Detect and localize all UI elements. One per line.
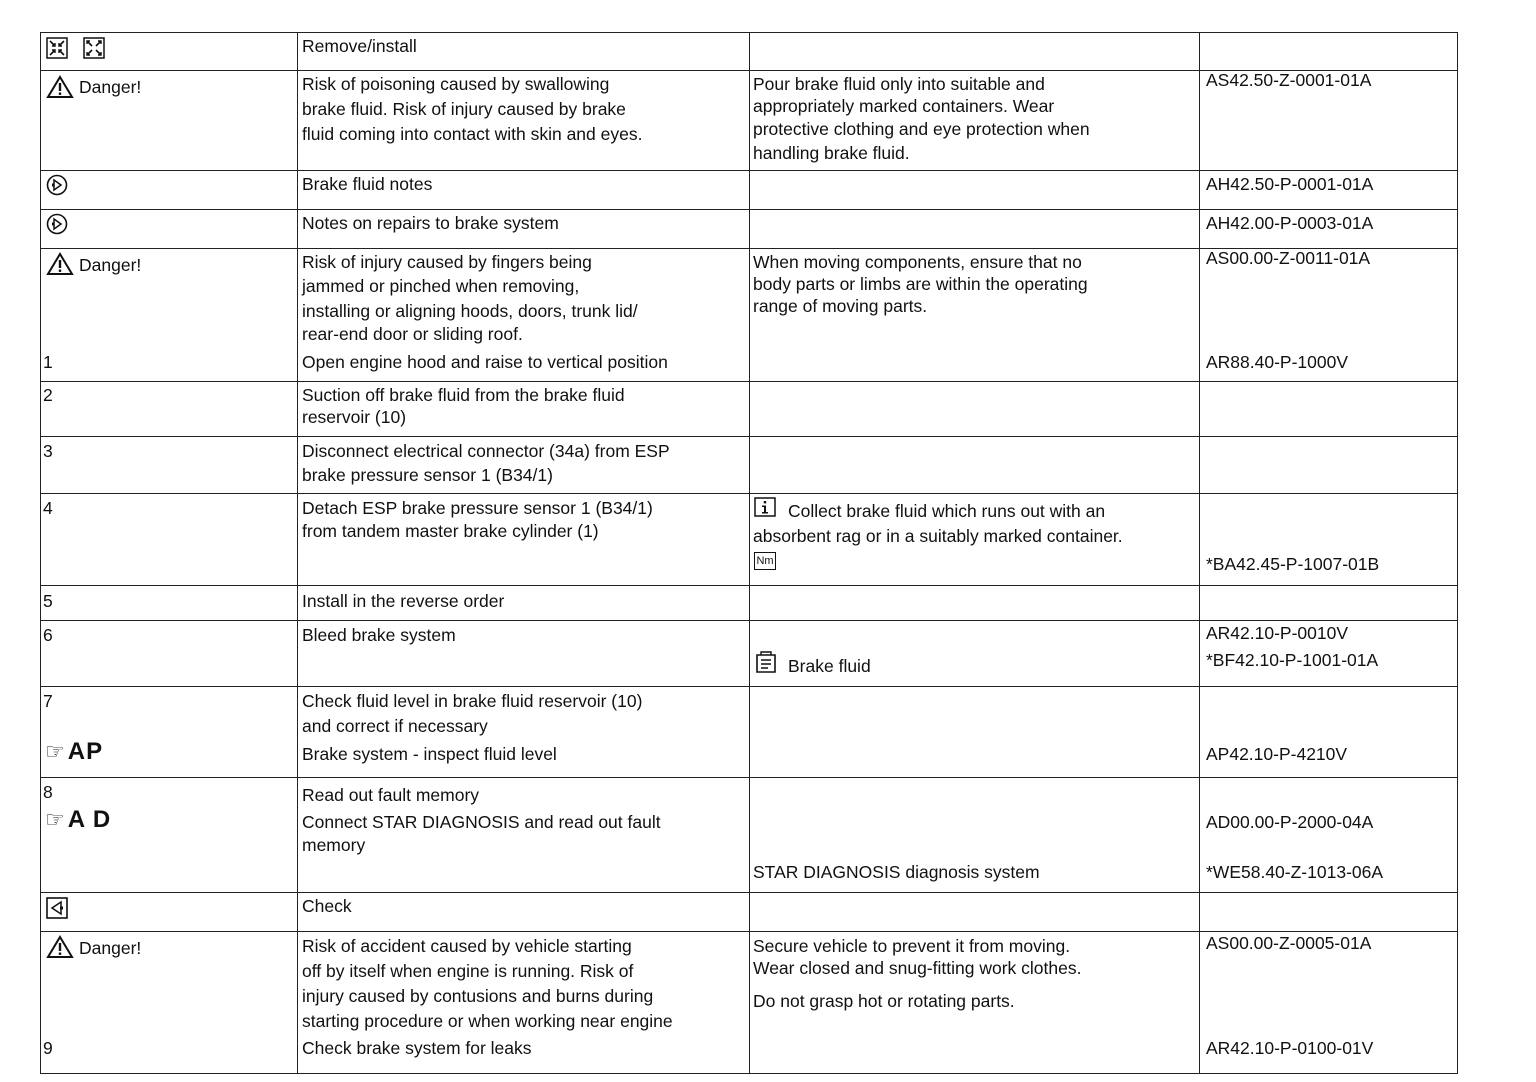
warning-triangle-icon <box>46 935 74 959</box>
table-row <box>40 171 1458 210</box>
step-line: from tandem master brake cylinder (1) <box>302 521 599 541</box>
empty-cell <box>749 33 1199 70</box>
step-line: Disconnect electrical connector (34a) from ESP <box>302 441 670 461</box>
ap-text: Brake system - inspect fluid level <box>302 744 557 764</box>
table-row <box>40 586 1458 621</box>
table-row <box>40 437 1458 494</box>
step-number: 9 <box>43 1038 53 1058</box>
warning-triangle-icon <box>46 252 74 276</box>
step-cell <box>40 586 297 620</box>
step-cell <box>40 621 297 686</box>
text-cell <box>297 586 749 620</box>
note-line: absorbent rag or in a suitably marked container. <box>753 526 1123 546</box>
tool-cell <box>749 778 1199 892</box>
icon-cell <box>40 210 297 248</box>
empty-cell <box>749 893 1199 931</box>
ad-marker: ☞A D <box>45 806 112 833</box>
step-line: Read out fault memory <box>302 785 480 805</box>
text-cell <box>297 893 749 931</box>
measure-line: Secure vehicle to prevent it from moving. <box>753 936 1071 956</box>
note-line: Collect brake fluid which runs out with an <box>788 501 1106 521</box>
table-row <box>40 893 1458 932</box>
text-cell <box>297 210 749 248</box>
text-cell <box>297 382 749 436</box>
reference-cell <box>1199 778 1458 892</box>
measure-cell <box>749 71 1199 170</box>
reference-link[interactable]: AR42.10-P-0010V <box>1206 623 1349 643</box>
hazard-line: fluid coming into contact with skin and eyes. <box>302 124 643 144</box>
step-text: Open engine hood and raise to vertical position <box>302 352 668 372</box>
empty-cell <box>1199 437 1458 493</box>
step-cell <box>40 382 297 436</box>
info-icon <box>754 497 776 517</box>
hazard-line: Risk of accident caused by vehicle starting <box>302 936 632 956</box>
reference-link[interactable]: *WE58.40-Z-1013-06A <box>1206 862 1384 882</box>
step-number: 6 <box>43 625 53 645</box>
reference-link[interactable]: *BF42.10-P-1001-01A <box>1206 650 1379 670</box>
danger-cell <box>40 71 297 170</box>
text-cell <box>297 171 749 209</box>
table-row <box>40 621 1458 687</box>
step-line: Detach ESP brake pressure sensor 1 (B34/1) <box>302 498 653 518</box>
table-row <box>40 778 1458 893</box>
reference-cell <box>1199 932 1458 1073</box>
empty-cell <box>1199 33 1458 70</box>
measure-line: When moving components, ensure that no <box>753 252 1082 272</box>
text-cell <box>297 437 749 493</box>
step-cell <box>40 778 297 892</box>
hazard-cell <box>297 932 749 1073</box>
note-icon <box>46 174 68 196</box>
operation-cell <box>297 33 749 70</box>
measure-line: Wear closed and snug-fitting work clothes. <box>753 958 1082 978</box>
fluid-label: Brake fluid <box>788 656 871 676</box>
measure-line: appropriately marked containers. Wear <box>753 96 1055 116</box>
icon-cell <box>40 171 297 209</box>
reference-link[interactable]: AR42.10-P-0100-01V <box>1206 1038 1374 1058</box>
icon-cell <box>40 893 297 931</box>
reference-cell <box>1199 494 1458 585</box>
icon-cell <box>40 33 297 70</box>
step-number: 2 <box>43 385 53 405</box>
step-cell <box>40 437 297 493</box>
reference-link[interactable]: AS00.00-Z-0005-01A <box>1206 933 1372 953</box>
reference-cell <box>1199 249 1458 381</box>
hazard-cell <box>297 71 749 170</box>
reference-cell <box>1199 621 1458 686</box>
step-line: brake pressure sensor 1 (B34/1) <box>302 465 553 485</box>
text-cell <box>297 621 749 686</box>
ap-marker: ☞AP <box>45 738 104 765</box>
danger-label: Danger! <box>79 255 142 275</box>
table-row <box>40 932 1458 1074</box>
step-number: 5 <box>43 591 53 611</box>
hazard-line: starting procedure or when working near engine <box>302 1011 673 1031</box>
text-cell <box>297 494 749 585</box>
text-cell <box>297 687 749 777</box>
step-number: 4 <box>43 498 53 518</box>
tool-text: STAR DIAGNOSIS diagnosis system <box>753 862 1040 882</box>
step-cell <box>40 687 297 777</box>
fluid-container-icon <box>754 650 778 674</box>
reference-link[interactable]: AD00.00-P-2000-04A <box>1206 812 1374 832</box>
check-text: Check <box>302 896 352 916</box>
measure-line: body parts or limbs are within the operating <box>753 274 1088 294</box>
table-row <box>40 32 1458 71</box>
measure-line: range of moving parts. <box>753 296 928 316</box>
check-icon <box>46 897 68 919</box>
install-icon <box>83 37 105 59</box>
reference-cell <box>1199 71 1458 170</box>
step-line: Bleed brake system <box>302 625 456 645</box>
hazard-line: installing or aligning hoods, doors, trunk lid/ <box>302 301 638 321</box>
note-text: Brake fluid notes <box>302 174 433 194</box>
danger-cell <box>40 249 297 381</box>
hazard-line: jammed or pinched when removing, <box>302 276 580 296</box>
empty-cell <box>749 210 1199 248</box>
empty-cell <box>749 171 1199 209</box>
hazard-line: brake fluid. Risk of injury caused by brake <box>302 99 626 119</box>
step-number: 1 <box>43 352 53 372</box>
empty-cell <box>749 437 1199 493</box>
step-line: reservoir (10) <box>302 407 407 427</box>
table-row <box>40 210 1458 249</box>
reference-link[interactable]: AS00.00-Z-0011-01A <box>1206 248 1371 268</box>
hazard-line: off by itself when engine is running. Risk of <box>302 961 634 981</box>
danger-label: Danger! <box>79 938 142 958</box>
reference-cell <box>1199 171 1458 209</box>
table-row <box>40 249 1458 382</box>
step-number: 7 <box>43 691 53 711</box>
measure-cell <box>749 932 1199 1073</box>
reference-link[interactable]: AH42.50-P-0001-01A <box>1206 174 1374 194</box>
danger-label: Danger! <box>79 77 142 97</box>
empty-cell <box>1199 382 1458 436</box>
operation-title: Remove/install <box>302 36 417 56</box>
reference-link[interactable]: AS42.50-Z-0001-01A <box>1206 70 1372 90</box>
torque-icon: Nm <box>754 552 776 570</box>
reference-link[interactable]: AH42.00-P-0003-01A <box>1206 213 1374 233</box>
step-line: Suction off brake fluid from the brake fluid <box>302 385 625 405</box>
step-cell <box>40 494 297 585</box>
empty-cell <box>1199 893 1458 931</box>
table-row <box>40 382 1458 437</box>
note-text: Notes on repairs to brake system <box>302 213 559 233</box>
reference-cell <box>1199 687 1458 777</box>
step-line: Install in the reverse order <box>302 591 505 611</box>
empty-cell <box>749 687 1199 777</box>
measure-line: protective clothing and eye protection when <box>753 119 1090 139</box>
step-number: 8 <box>43 782 53 802</box>
hazard-line: Risk of poisoning caused by swallowing <box>302 74 610 94</box>
hazard-line: rear-end door or sliding roof. <box>302 324 523 344</box>
warning-triangle-icon <box>46 75 74 99</box>
empty-cell <box>1199 586 1458 620</box>
step-text: Check brake system for leaks <box>302 1038 532 1058</box>
fluid-cell <box>749 621 1199 686</box>
pointing-hand-icon: ☞ <box>45 739 66 764</box>
table-row <box>40 687 1458 778</box>
table-row <box>40 71 1458 171</box>
step-line: Check fluid level in brake fluid reservoir (10) <box>302 691 643 711</box>
reference-link[interactable]: *BA42.45-P-1007-01B <box>1206 554 1380 574</box>
reference-link[interactable]: AP42.10-P-4210V <box>1206 744 1348 764</box>
measure-line: Pour brake fluid only into suitable and <box>753 74 1045 94</box>
reference-cell <box>1199 210 1458 248</box>
empty-cell <box>749 382 1199 436</box>
step-line: memory <box>302 835 366 855</box>
hazard-cell <box>297 249 749 381</box>
table-row <box>40 494 1458 586</box>
step-number: 3 <box>43 441 53 461</box>
empty-cell <box>749 586 1199 620</box>
danger-cell <box>40 932 297 1073</box>
text-cell <box>297 778 749 892</box>
hazard-line: Risk of injury caused by fingers being <box>302 252 592 272</box>
step-line: and correct if necessary <box>302 716 488 736</box>
measure-line: Do not grasp hot or rotating parts. <box>753 991 1015 1011</box>
note-icon <box>46 213 68 235</box>
hazard-line: injury caused by contusions and burns during <box>302 986 654 1006</box>
reference-link[interactable]: AR88.40-P-1000V <box>1206 352 1349 372</box>
step-line: Connect STAR DIAGNOSIS and read out fault <box>302 812 661 832</box>
procedure-table <box>40 32 1458 1075</box>
note-cell <box>749 494 1199 585</box>
remove-icon <box>46 37 68 59</box>
measure-line: handling brake fluid. <box>753 143 910 163</box>
measure-cell <box>749 249 1199 381</box>
pointing-hand-icon: ☞ <box>45 807 66 832</box>
